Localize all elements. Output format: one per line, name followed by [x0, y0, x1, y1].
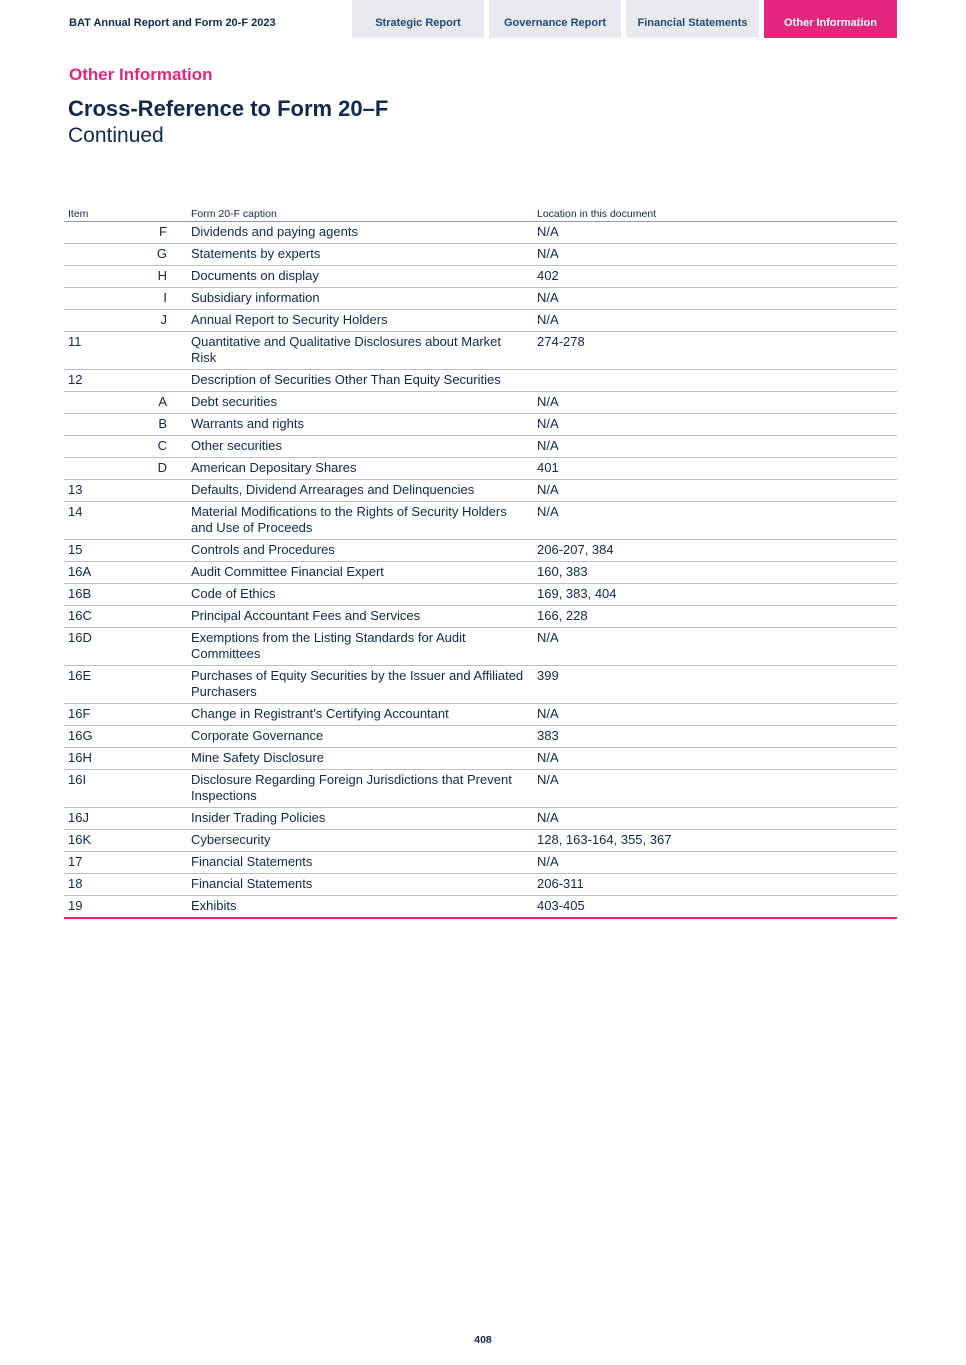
- form-caption: Quantitative and Qualitative Disclosures about Market Risk: [191, 334, 501, 365]
- table-row: [64, 458, 897, 480]
- table-row: [64, 584, 897, 606]
- document-location: [537, 370, 897, 392]
- tab-governance-report[interactable]: Governance Report: [489, 0, 621, 38]
- table-row: [64, 266, 897, 288]
- table-header-row: [64, 205, 897, 222]
- form-caption: Defaults, Dividend Arrearages and Delinquencies: [191, 482, 475, 497]
- document-location: N/A: [537, 414, 897, 436]
- sub-item-letter: H: [123, 266, 167, 288]
- sub-item-letter: [123, 370, 167, 392]
- table-row: [64, 852, 897, 874]
- item-number: [64, 266, 123, 288]
- table-row: [64, 222, 897, 244]
- header-item: Item: [64, 205, 123, 222]
- sub-item-letter: J: [123, 310, 167, 332]
- document-location: 128, 163-164, 355, 367: [537, 830, 897, 852]
- table-row: [64, 414, 897, 436]
- item-number: [64, 414, 123, 436]
- table-row: [64, 310, 897, 332]
- sub-item-letter: [123, 606, 167, 628]
- document-location: N/A: [537, 436, 897, 458]
- caption-cell: [167, 830, 537, 852]
- document-location: N/A: [537, 222, 897, 244]
- document-location: 206-207, 384: [537, 540, 897, 562]
- document-location: 401: [537, 458, 897, 480]
- document-location: 399: [537, 666, 897, 704]
- tab-financial-statements[interactable]: Financial Statements: [626, 0, 759, 38]
- sub-item-letter: G: [123, 244, 167, 266]
- document-location: N/A: [537, 852, 897, 874]
- form-caption: Subsidiary information: [191, 290, 320, 305]
- table-row: [64, 502, 897, 540]
- table-row: [64, 770, 897, 808]
- caption-cell: [167, 562, 537, 584]
- sub-item-letter: F: [123, 222, 167, 244]
- sub-item-letter: I: [123, 288, 167, 310]
- form-caption: Code of Ethics: [191, 586, 276, 601]
- table-row: [64, 332, 897, 370]
- sub-item-letter: [123, 562, 167, 584]
- item-number: 16A: [64, 562, 123, 584]
- document-location: N/A: [537, 310, 897, 332]
- table-body: [64, 222, 897, 919]
- item-number: 15: [64, 540, 123, 562]
- caption-cell: [167, 628, 537, 666]
- document-location: N/A: [537, 480, 897, 502]
- sub-item-letter: [123, 896, 167, 919]
- caption-cell: [167, 288, 537, 310]
- document-location: N/A: [537, 704, 897, 726]
- table-row: [64, 288, 897, 310]
- item-number: 19: [64, 896, 123, 919]
- form-caption: Financial Statements: [191, 854, 313, 869]
- document-location: N/A: [537, 244, 897, 266]
- sub-item-letter: [123, 332, 167, 370]
- sub-item-letter: [123, 808, 167, 830]
- table-row: [64, 562, 897, 584]
- item-number: 11: [64, 332, 123, 370]
- sub-item-letter: [123, 852, 167, 874]
- table-row: [64, 392, 897, 414]
- item-number: [64, 310, 123, 332]
- document-location: 169, 383, 404: [537, 584, 897, 606]
- page-subtitle: Continued: [68, 124, 164, 147]
- item-number: [64, 222, 123, 244]
- item-number: 13: [64, 480, 123, 502]
- page-number: 408: [474, 1334, 492, 1346]
- form-caption: Annual Report to Security Holders: [191, 312, 388, 327]
- caption-cell: [167, 808, 537, 830]
- page-title: Cross-Reference to Form 20–F: [68, 96, 389, 121]
- tab-other-information[interactable]: Other Information: [764, 0, 897, 38]
- caption-cell: [167, 540, 537, 562]
- item-number: 17: [64, 852, 123, 874]
- document-location: N/A: [537, 748, 897, 770]
- item-number: [64, 244, 123, 266]
- caption-cell: [167, 332, 537, 370]
- item-number: 16F: [64, 704, 123, 726]
- form-caption: Cybersecurity: [191, 832, 271, 847]
- caption-cell: [167, 310, 537, 332]
- item-number: 16B: [64, 584, 123, 606]
- caption-cell: [167, 436, 537, 458]
- caption-cell: [167, 222, 537, 244]
- form-caption: Documents on display: [191, 268, 319, 283]
- sub-item-letter: [123, 628, 167, 666]
- sub-item-letter: C: [123, 436, 167, 458]
- item-number: 14: [64, 502, 123, 540]
- sub-item-letter: [123, 480, 167, 502]
- header-location: Location in this document: [537, 205, 897, 222]
- form-caption: Mine Safety Disclosure: [191, 750, 324, 765]
- sub-item-letter: [123, 540, 167, 562]
- section-label: Other Information: [69, 65, 213, 84]
- caption-cell: [167, 748, 537, 770]
- top-navigation: [0, 0, 966, 38]
- table-row: [64, 606, 897, 628]
- caption-cell: [167, 896, 537, 919]
- caption-cell: [167, 266, 537, 288]
- sub-item-letter: [123, 704, 167, 726]
- document-location: 383: [537, 726, 897, 748]
- form-caption: American Depositary Shares: [191, 460, 357, 475]
- table-row: [64, 726, 897, 748]
- sub-item-letter: [123, 502, 167, 540]
- form-caption: Disclosure Regarding Foreign Jurisdictions that Prevent Inspections: [191, 772, 512, 803]
- table-row: [64, 704, 897, 726]
- caption-cell: [167, 392, 537, 414]
- document-location: N/A: [537, 808, 897, 830]
- item-number: 16G: [64, 726, 123, 748]
- form-caption: Statements by experts: [191, 246, 321, 261]
- item-number: [64, 436, 123, 458]
- caption-cell: [167, 370, 537, 392]
- table-row: [64, 244, 897, 266]
- caption-cell: [167, 584, 537, 606]
- item-number: [64, 288, 123, 310]
- caption-cell: [167, 480, 537, 502]
- caption-cell: [167, 852, 537, 874]
- document-location: 206-311: [537, 874, 897, 896]
- caption-cell: [167, 606, 537, 628]
- header-caption: [167, 205, 537, 222]
- document-location: 166, 228: [537, 606, 897, 628]
- item-number: 16J: [64, 808, 123, 830]
- caption-cell: [167, 704, 537, 726]
- sub-item-letter: A: [123, 392, 167, 414]
- item-number: 16D: [64, 628, 123, 666]
- item-number: 16I: [64, 770, 123, 808]
- caption-cell: [167, 502, 537, 540]
- item-number: 16E: [64, 666, 123, 704]
- item-number: [64, 458, 123, 480]
- caption-cell: [167, 244, 537, 266]
- document-location: N/A: [537, 502, 897, 540]
- caption-cell: [167, 666, 537, 704]
- sub-item-letter: [123, 874, 167, 896]
- document-location: 403-405: [537, 896, 897, 919]
- sub-item-letter: D: [123, 458, 167, 480]
- tab-strategic-report[interactable]: Strategic Report: [352, 0, 484, 38]
- sub-item-letter: [123, 748, 167, 770]
- form-caption: Material Modifications to the Rights of Security Holders and Use of Proceeds: [191, 504, 507, 535]
- form-caption: Warrants and rights: [191, 416, 304, 431]
- sub-item-letter: B: [123, 414, 167, 436]
- sub-item-letter: [123, 770, 167, 808]
- table-row: [64, 896, 897, 919]
- document-location: N/A: [537, 288, 897, 310]
- document-location: N/A: [537, 770, 897, 808]
- sub-item-letter: [123, 584, 167, 606]
- form-caption: Financial Statements: [191, 876, 313, 891]
- document-location: 160, 383: [537, 562, 897, 584]
- table-row: [64, 830, 897, 852]
- item-number: 18: [64, 874, 123, 896]
- form-caption: Description of Securities Other Than Equity Securities: [191, 372, 501, 387]
- form-caption: Corporate Governance: [191, 728, 324, 743]
- form-caption: Controls and Procedures: [191, 542, 335, 557]
- header-caption-text: Form 20-F caption: [191, 208, 277, 220]
- item-number: 16H: [64, 748, 123, 770]
- sub-item-letter: [123, 666, 167, 704]
- document-location: N/A: [537, 628, 897, 666]
- document-location: 402: [537, 266, 897, 288]
- form-caption: Purchases of Equity Securities by the Issuer and Affiliated Purchasers: [191, 668, 524, 699]
- form-caption: Other securities: [191, 438, 283, 453]
- caption-cell: [167, 770, 537, 808]
- caption-cell: [167, 874, 537, 896]
- table-row: [64, 436, 897, 458]
- item-number: [64, 392, 123, 414]
- sub-item-letter: [123, 726, 167, 748]
- document-location: N/A: [537, 392, 897, 414]
- header-subitem: [123, 205, 167, 222]
- table-row: [64, 628, 897, 666]
- form-caption: Exemptions from the Listing Standards for Audit Committees: [191, 630, 466, 661]
- form-caption: Dividends and paying agents: [191, 224, 358, 239]
- cross-reference-table: [64, 205, 897, 919]
- table-row: [64, 480, 897, 502]
- item-number: 12: [64, 370, 123, 392]
- table-row: [64, 748, 897, 770]
- sub-item-letter: [123, 830, 167, 852]
- table-row: [64, 370, 897, 392]
- form-caption: Change in Registrant’s Certifying Accountant: [191, 706, 449, 721]
- caption-cell: [167, 414, 537, 436]
- table-row: [64, 874, 897, 896]
- caption-cell: [167, 726, 537, 748]
- report-title: BAT Annual Report and Form 20-F 2023: [69, 17, 276, 29]
- table-row: [64, 808, 897, 830]
- form-caption: Insider Trading Policies: [191, 810, 326, 825]
- table-row: [64, 666, 897, 704]
- item-number: 16C: [64, 606, 123, 628]
- caption-cell: [167, 458, 537, 480]
- form-caption: Principal Accountant Fees and Services: [191, 608, 421, 623]
- form-caption: Audit Committee Financial Expert: [191, 564, 384, 579]
- form-caption: Debt securities: [191, 394, 277, 409]
- form-caption: Exhibits: [191, 898, 237, 913]
- table-row: [64, 540, 897, 562]
- document-location: 274-278: [537, 332, 897, 370]
- item-number: 16K: [64, 830, 123, 852]
